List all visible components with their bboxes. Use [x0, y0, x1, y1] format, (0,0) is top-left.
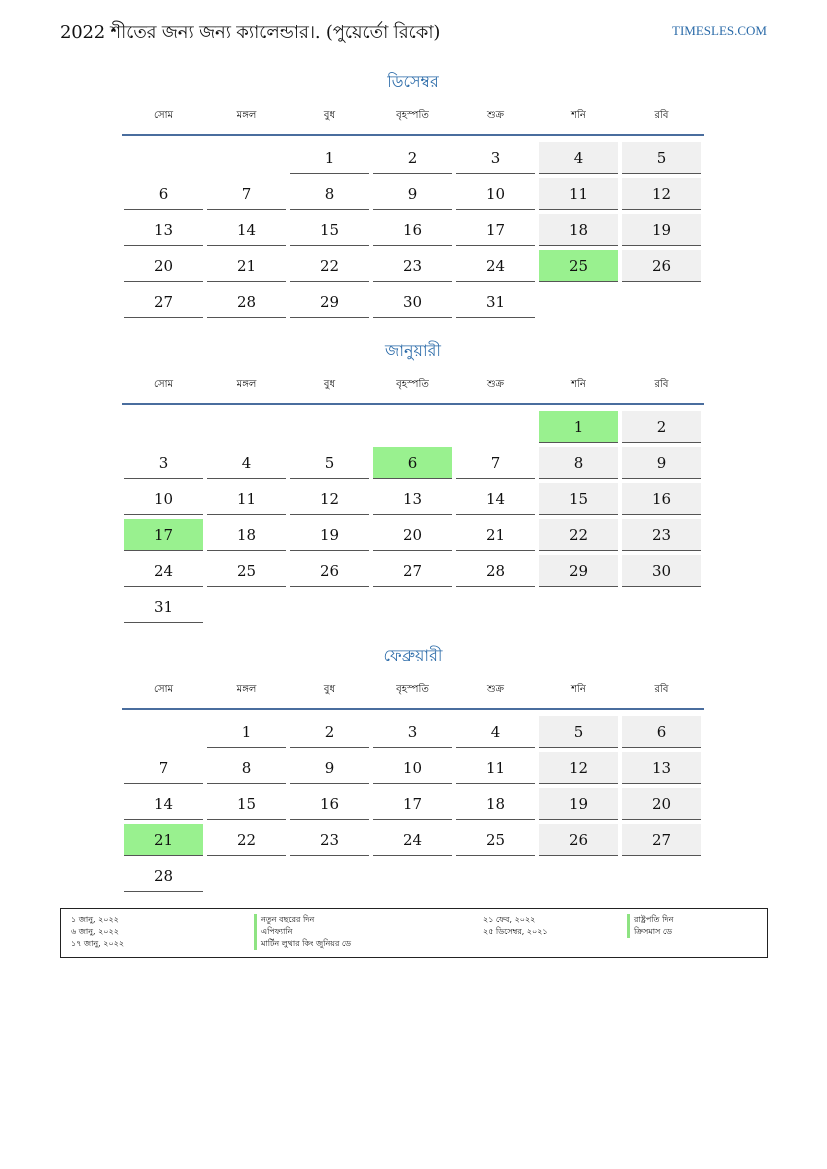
day-number: 19 [290, 519, 369, 551]
day-number: 14 [124, 788, 203, 820]
day-number: 16 [290, 788, 369, 820]
day-cell [288, 139, 371, 175]
day-cell [537, 552, 620, 588]
day-cell [537, 821, 620, 857]
day-number: 21 [207, 250, 286, 282]
day-number: 25 [456, 824, 535, 856]
month-february [122, 644, 704, 893]
weekday-label: মঙ্গল [236, 110, 257, 121]
day-cell [620, 139, 703, 175]
day-number: 27 [622, 824, 701, 856]
day-cell [205, 480, 288, 516]
month-january [122, 339, 704, 624]
day-number: 2 [373, 142, 452, 174]
day-number: 22 [207, 824, 286, 856]
day-number: 8 [539, 447, 618, 479]
day-number: 12 [622, 178, 701, 210]
day-number: 2 [622, 411, 701, 443]
weekday-label: শুক্র [487, 379, 504, 390]
day-cell [454, 480, 537, 516]
day-cell [371, 175, 454, 211]
day-cell [537, 175, 620, 211]
day-number: 29 [290, 286, 369, 318]
day-number: 7 [124, 752, 203, 784]
day-number: 10 [124, 483, 203, 515]
day-number: 24 [124, 555, 203, 587]
day-number: 15 [539, 483, 618, 515]
day-cell [122, 516, 205, 552]
day-number: 5 [290, 447, 369, 479]
legend-names-right [627, 914, 673, 938]
day-cell [620, 785, 703, 821]
legend-holiday-name: এপিফ্যানি [254, 926, 351, 938]
day-cell [620, 713, 703, 749]
month-title: ডিসেম্বর [387, 72, 439, 91]
day-cell [537, 408, 620, 444]
day-number: 9 [373, 178, 452, 210]
weekday-label: শনি [571, 379, 586, 390]
day-grid [122, 408, 704, 624]
day-cell [288, 785, 371, 821]
day-cell [122, 480, 205, 516]
day-number: 28 [456, 555, 535, 587]
legend-date: ১৭ জানু, ২০২২ [71, 939, 125, 948]
day-number: 4 [207, 447, 286, 479]
day-number: 30 [373, 286, 452, 318]
day-cell [288, 211, 371, 247]
day-number: 14 [207, 214, 286, 246]
empty-cell [454, 408, 537, 444]
day-cell [620, 516, 703, 552]
day-number: 21 [456, 519, 535, 551]
day-cell [205, 552, 288, 588]
day-number: 14 [456, 483, 535, 515]
day-cell [122, 211, 205, 247]
day-cell [454, 713, 537, 749]
day-number: 3 [124, 447, 203, 479]
day-cell [537, 480, 620, 516]
day-number: 31 [456, 286, 535, 318]
weekday-label: বুধ [323, 379, 336, 390]
weekday-header [122, 377, 704, 405]
day-cell [122, 247, 205, 283]
day-cell [620, 211, 703, 247]
day-number: 3 [456, 142, 535, 174]
day-cell [288, 175, 371, 211]
weekday-label: রবি [654, 379, 669, 390]
legend-holiday-name: মার্টিন লুথার কিং জুনিয়র ডে [254, 938, 351, 950]
empty-cell [122, 408, 205, 444]
weekday-label: রবি [654, 684, 669, 695]
weekday-label: বৃহস্পতি [396, 379, 429, 390]
day-cell [371, 713, 454, 749]
weekday-label: মঙ্গল [236, 684, 257, 695]
day-number: 10 [373, 752, 452, 784]
day-number: 9 [290, 752, 369, 784]
legend-date: ৬ জানু, ২০২২ [71, 927, 119, 936]
day-cell [537, 211, 620, 247]
day-cell [122, 175, 205, 211]
day-cell [122, 552, 205, 588]
day-number: 29 [539, 555, 618, 587]
day-number: 6 [124, 178, 203, 210]
weekday-label: বৃহস্পতি [396, 684, 429, 695]
day-number: 27 [124, 286, 203, 318]
day-number: 19 [622, 214, 701, 246]
day-cell [371, 247, 454, 283]
day-number: 17 [124, 519, 203, 551]
day-cell [122, 857, 205, 893]
day-number: 21 [124, 824, 203, 856]
day-cell [371, 785, 454, 821]
weekday-label: সোম [153, 110, 174, 121]
day-cell [371, 480, 454, 516]
day-cell [205, 713, 288, 749]
day-number: 13 [124, 214, 203, 246]
day-cell [454, 139, 537, 175]
day-cell [288, 480, 371, 516]
day-cell [205, 821, 288, 857]
day-number: 6 [622, 716, 701, 748]
day-number: 24 [456, 250, 535, 282]
weekday-label: বুধ [323, 110, 336, 121]
legend-date: ১ জানু, ২০২২ [71, 915, 119, 924]
day-number: 17 [373, 788, 452, 820]
day-number: 28 [124, 860, 203, 892]
day-cell [371, 749, 454, 785]
day-cell [288, 713, 371, 749]
day-number: 9 [622, 447, 701, 479]
day-number: 11 [456, 752, 535, 784]
day-number: 23 [373, 250, 452, 282]
day-number: 23 [290, 824, 369, 856]
day-cell [537, 516, 620, 552]
day-number: 25 [539, 250, 618, 282]
day-number: 30 [622, 555, 701, 587]
day-number: 25 [207, 555, 286, 587]
month-title: জানুয়ারী [385, 341, 441, 360]
day-number: 13 [622, 752, 701, 784]
day-cell [122, 283, 205, 319]
weekday-label: শনি [571, 684, 586, 695]
day-cell [454, 175, 537, 211]
legend-dates-right [483, 914, 548, 938]
weekday-label: সোম [153, 379, 174, 390]
day-number: 26 [622, 250, 701, 282]
legend-holiday-name: নতুন বছরের দিন [254, 914, 351, 926]
day-number: 18 [207, 519, 286, 551]
brand-link[interactable]: TIMESLES.COM [672, 23, 767, 38]
day-cell [205, 211, 288, 247]
day-cell [537, 247, 620, 283]
day-cell [620, 444, 703, 480]
legend-date: ২১ ফেব, ২০২২ [483, 915, 536, 924]
day-number: 22 [290, 250, 369, 282]
day-cell [454, 283, 537, 319]
day-cell [288, 283, 371, 319]
day-number: 7 [207, 178, 286, 210]
weekday-label: শনি [571, 110, 586, 121]
day-cell [371, 552, 454, 588]
day-number: 1 [290, 142, 369, 174]
day-cell [122, 444, 205, 480]
empty-cell [122, 139, 205, 175]
day-number: 15 [290, 214, 369, 246]
day-cell [620, 247, 703, 283]
day-number: 16 [373, 214, 452, 246]
day-cell [288, 247, 371, 283]
weekday-label: সোম [153, 684, 174, 695]
day-number: 18 [539, 214, 618, 246]
day-cell [288, 444, 371, 480]
legend-date: ২৫ ডিসেম্বর, ২০২১ [483, 927, 548, 936]
weekday-label: মঙ্গল [236, 379, 257, 390]
day-cell [371, 821, 454, 857]
month-december [122, 70, 704, 319]
day-cell [122, 821, 205, 857]
day-grid [122, 139, 704, 319]
day-number: 17 [456, 214, 535, 246]
day-cell [454, 444, 537, 480]
day-number: 2 [290, 716, 369, 748]
day-cell [371, 516, 454, 552]
day-cell [205, 749, 288, 785]
day-cell [122, 749, 205, 785]
day-cell [288, 821, 371, 857]
day-cell [205, 785, 288, 821]
month-title: ফেব্রুয়ারী [383, 646, 443, 665]
day-number: 1 [539, 411, 618, 443]
day-cell [454, 211, 537, 247]
day-number: 20 [622, 788, 701, 820]
day-number: 16 [622, 483, 701, 515]
day-number: 6 [373, 447, 452, 479]
day-number: 4 [456, 716, 535, 748]
empty-cell [122, 713, 205, 749]
day-cell [288, 552, 371, 588]
day-cell [454, 516, 537, 552]
day-cell [205, 283, 288, 319]
day-number: 26 [539, 824, 618, 856]
day-cell [122, 588, 205, 624]
day-number: 10 [456, 178, 535, 210]
day-cell [371, 211, 454, 247]
day-cell [205, 247, 288, 283]
day-cell [454, 749, 537, 785]
day-cell [620, 552, 703, 588]
weekday-label: বৃহস্পতি [396, 110, 429, 121]
day-number: 18 [456, 788, 535, 820]
day-cell [371, 283, 454, 319]
day-number: 12 [290, 483, 369, 515]
weekday-header [122, 108, 704, 136]
day-cell [537, 139, 620, 175]
empty-cell [371, 408, 454, 444]
day-grid [122, 713, 704, 893]
day-cell [537, 749, 620, 785]
day-cell [371, 139, 454, 175]
day-number: 23 [622, 519, 701, 551]
weekday-label: শুক্র [487, 684, 504, 695]
weekday-label: রবি [654, 110, 669, 121]
day-number: 26 [290, 555, 369, 587]
day-cell [454, 785, 537, 821]
legend-holiday-name: ক্রিসমাস ডে [627, 926, 673, 938]
day-number: 15 [207, 788, 286, 820]
day-number: 11 [207, 483, 286, 515]
day-cell [454, 247, 537, 283]
day-cell [288, 749, 371, 785]
day-number: 12 [539, 752, 618, 784]
day-number: 7 [456, 447, 535, 479]
weekday-header [122, 682, 704, 710]
day-cell [537, 713, 620, 749]
day-cell [288, 516, 371, 552]
day-number: 3 [373, 716, 452, 748]
day-cell [205, 175, 288, 211]
day-number: 11 [539, 178, 618, 210]
day-number: 20 [373, 519, 452, 551]
day-number: 5 [539, 716, 618, 748]
day-number: 24 [373, 824, 452, 856]
day-cell [205, 516, 288, 552]
day-cell [620, 749, 703, 785]
day-number: 1 [207, 716, 286, 748]
day-cell [620, 408, 703, 444]
day-number: 19 [539, 788, 618, 820]
legend-names-left [254, 914, 351, 950]
legend-holiday-name: রাষ্ট্রপতি দিন [627, 914, 673, 926]
day-number: 20 [124, 250, 203, 282]
empty-cell [288, 408, 371, 444]
day-number: 22 [539, 519, 618, 551]
day-cell [205, 444, 288, 480]
weekday-label: বুধ [323, 684, 336, 695]
day-number: 31 [124, 591, 203, 623]
day-cell [620, 480, 703, 516]
day-cell [371, 444, 454, 480]
day-cell [537, 444, 620, 480]
page-title: 2022 শীতের জন্য জন্য ক্যালেন্ডার।. (পুয়ের্তো রিকো) [60, 22, 441, 43]
day-number: 4 [539, 142, 618, 174]
day-cell [537, 785, 620, 821]
day-number: 8 [207, 752, 286, 784]
empty-cell [205, 408, 288, 444]
day-cell [620, 821, 703, 857]
holiday-legend [60, 908, 768, 958]
day-cell [454, 552, 537, 588]
legend-dates-left [71, 914, 124, 950]
day-number: 13 [373, 483, 452, 515]
day-cell [122, 785, 205, 821]
empty-cell [205, 139, 288, 175]
day-number: 28 [207, 286, 286, 318]
day-number: 8 [290, 178, 369, 210]
day-cell [454, 821, 537, 857]
weekday-label: শুক্র [487, 110, 504, 121]
day-cell [620, 175, 703, 211]
day-number: 27 [373, 555, 452, 587]
day-number: 5 [622, 142, 701, 174]
